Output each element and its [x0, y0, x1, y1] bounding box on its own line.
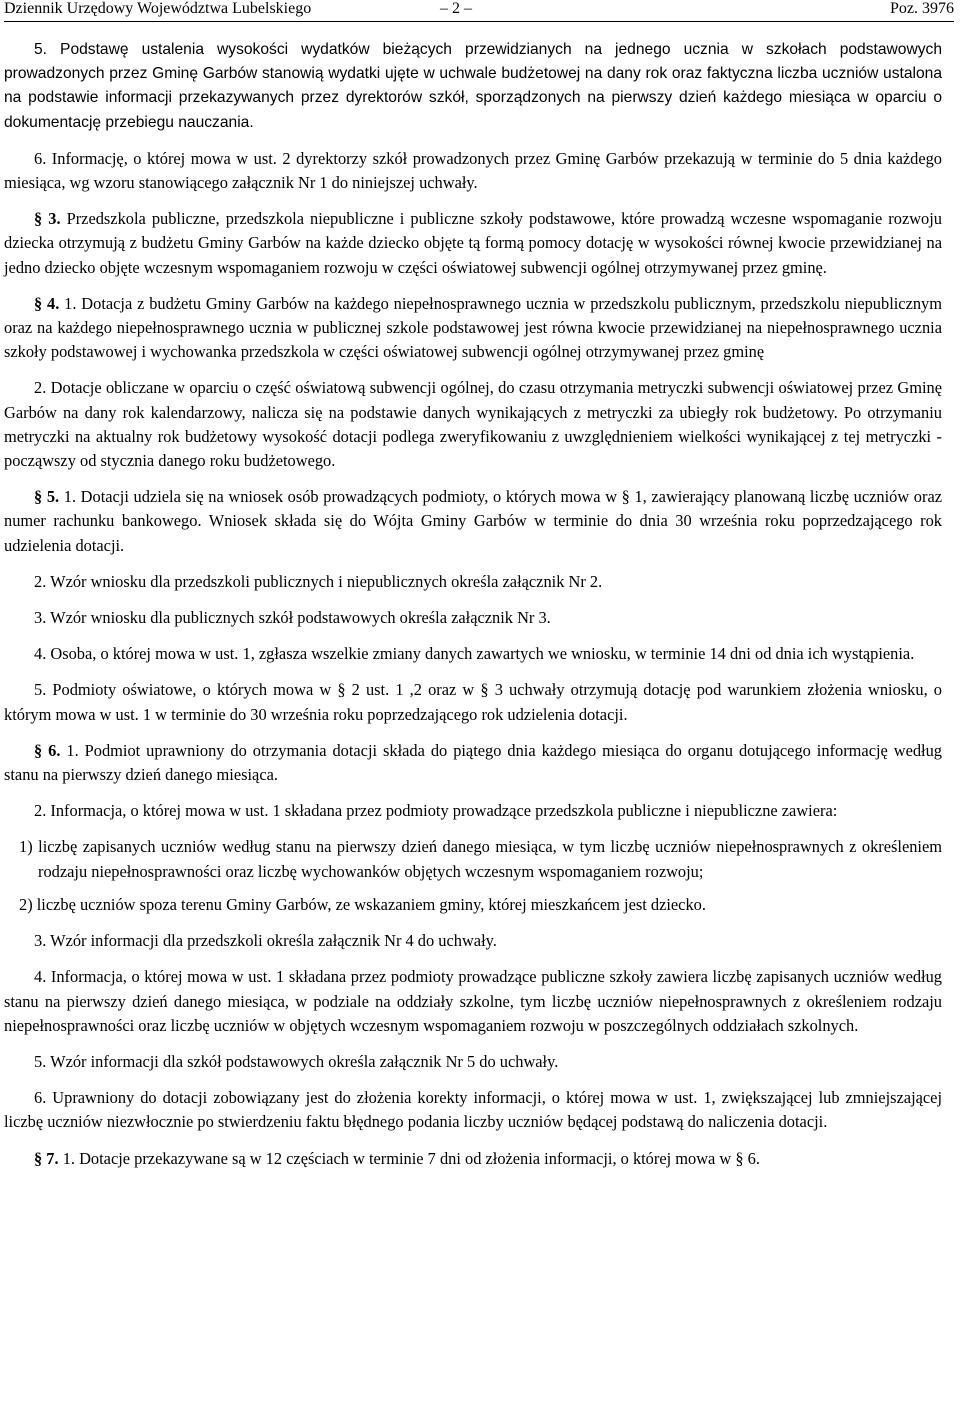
paragraph: 5. Podstawę ustalenia wysokości wydatków bieżących przewidzianych na jednego ucznia w szkołach podstawowych prowadzonych przez Gminę Garbów stanowią wydatki ujęte w uchwale budżetowej na dany rok oraz faktyczna liczba uczniów ustalona na podstawie informacji przekazywanych przez dyrektorów szkół, sporządzonych na pierwszy dzień każdego miesiąca w oparciu o dokumentację przebiegu nauczania.	[4, 41, 942, 131]
paragraph: 3. Wzór wniosku dla publicznych szkół podstawowych określa załącznik Nr 3.	[34, 608, 551, 628]
page-header	[4, 0, 954, 22]
paragraph: 2. Informacja, o której mowa w ust. 1 składana przez podmioty prowadzące przedszkola publiczne i niepubliczne zawiera:	[34, 801, 838, 821]
section-mark: § 3.	[34, 209, 61, 229]
section-6: § 6. 1. Podmiot uprawniony do otrzymania dotacji składa do piątego dnia każdego miesiąca do organu dotującego informację według stanu na pierwszy dzień danego miesiąca.	[4, 740, 942, 785]
section-5: § 5. 1. Dotacji udziela się na wniosek osób prowadzących podmioty, o których mowa w § 1, zawierający planowaną liczbę uczniów oraz numer rachunku bankowego. Wniosek składa się do Wójta Gminy Garbów w terminie do dnia 30 września roku poprzedzającego rok udzielenia dotacji.	[4, 487, 942, 555]
list-item: 2) liczbę uczniów spoza terenu Gminy Garbów, ze wskazaniem gminy, której mieszkańcem jest dziecko.	[19, 894, 706, 914]
paragraph: 4. Informacja, o której mowa w ust. 1 składana przez podmioty prowadzące publiczne szkoły zawiera liczbę zapisanych uczniów według stanu na pierwszy dzień danego miesiąca, w podziale na oddziały szkolne, tym liczbę uczniów niepełnosprawnych z określeniem rodzaju niepełnosprawności oraz liczbę uczniów w objętych wczesnym wspomaganiem rozwoju w poszczególnych oddziałach szkolnych.	[4, 967, 942, 1035]
journal-title: Dziennik Urzędowy Województwa Lubelskiego	[4, 0, 312, 17]
list-item: 1) liczbę zapisanych uczniów według stanu na pierwszy dzień danego miesiąca, w tym liczbę uczniów niepełnosprawnych z określeniem rodzaju niepełnosprawności oraz liczbę wychowanków objętych wczesnym wspomaganiem rozwoju;	[19, 837, 942, 881]
paragraph: 2. Dotacje obliczane w oparciu o część oświatową subwencji ogólnej, do czasu otrzymania metryczki subwencji oświatowej przez Gminę Garbów na dany rok kalendarzowy, nalicza się na podstawie danych wynikających z metryczki za ubiegły rok budżetowy. Po otrzymaniu metryczki na aktualny rok budżetowy wysokość dotacji podlega zweryfikowaniu z uwzględnieniem wielkości wynikającej z tej metryczki - począwszy od stycznia danego roku budżetowego.	[4, 378, 942, 471]
document-body	[4, 38, 942, 1171]
section-3: § 3. Przedszkola publiczne, przedszkola niepubliczne i publiczne szkoły podstawowe, które prowadzą wczesne wspomaganie rozwoju dziecka otrzymują z budżetu Gminy Garbów na każde dziecko objęte tą formą pomocy dotację w wysokości równej kwocie przewidzianej na jedno dziecko objęte wczesnym wspomaganiem rozwoju w części oświatowej subwencji ogólnej otrzymywanej przez gminę.	[4, 209, 943, 277]
paragraph: 2. Wzór wniosku dla przedszkoli publicznych i niepublicznych określa załącznik Nr 2.	[34, 571, 603, 591]
page-number: – 2 –	[440, 0, 472, 17]
position-number: Poz. 3976	[890, 0, 954, 17]
paragraph: 5. Podmioty oświatowe, o których mowa w § 2 ust. 1 ,2 oraz w § 3 uchwały otrzymują dotację pod warunkiem złożenia wniosku, o którym mowa w ust. 1 w terminie do 30 września roku poprzedzającego rok udzielenia dotacji.	[4, 680, 942, 724]
paragraph: 5. Wzór informacji dla szkół podstawowych określa załącznik Nr 5 do uchwały.	[34, 1051, 559, 1071]
paragraph: 6. Informację, o której mowa w ust. 2 dyrektorzy szkół prowadzonych przez Gminę Garbów przekazują w terminie do 5 dnia każdego miesiąca, wg wzoru stanowiącego załącznik Nr 1 do niniejszej uchwały.	[4, 148, 942, 193]
section-7: § 7. 1. Dotacje przekazywane są w 12 częściach w terminie 7 dni od złożenia informacji, o której mowa w § 6.	[34, 1148, 760, 1168]
section-mark: § 4.	[34, 293, 60, 313]
section-mark: § 6.	[34, 740, 61, 760]
paragraph: 6. Uprawniony do dotacji zobowiązany jest do złożenia korekty informacji, o której mowa w ust. 1, zwiększającej lub zmniejszającej liczbę uczniów niezwłocznie po stwierdzeniu faktu błędnego podania liczby uczniów będącej podstawą do naliczenia dotacji.	[4, 1088, 942, 1132]
paragraph: 3. Wzór informacji dla przedszkoli określa załącznik Nr 4 do uchwały.	[34, 931, 497, 951]
section-mark: § 7.	[34, 1148, 59, 1168]
section-mark: § 5.	[34, 487, 60, 507]
paragraph: 4. Osoba, o której mowa w ust. 1, zgłasza wszelkie zmiany danych zawartych we wniosku, w terminie 14 dni od dnia ich wystąpienia.	[34, 644, 915, 664]
section-4: § 4. 1. Dotacja z budżetu Gminy Garbów na każdego niepełnosprawnego ucznia w przedszkolu publicznym, przedszkolu niepublicznym oraz na każdego niepełnosprawnego ucznia w publicznej szkole podstawowej jest równa kwocie przewidzianej na niepełnosprawnego ucznia szkoły podstawowej i wychowanka przedszkola w części oświatowej subwencji ogólnej otrzymywanej przez gminę	[4, 293, 942, 362]
